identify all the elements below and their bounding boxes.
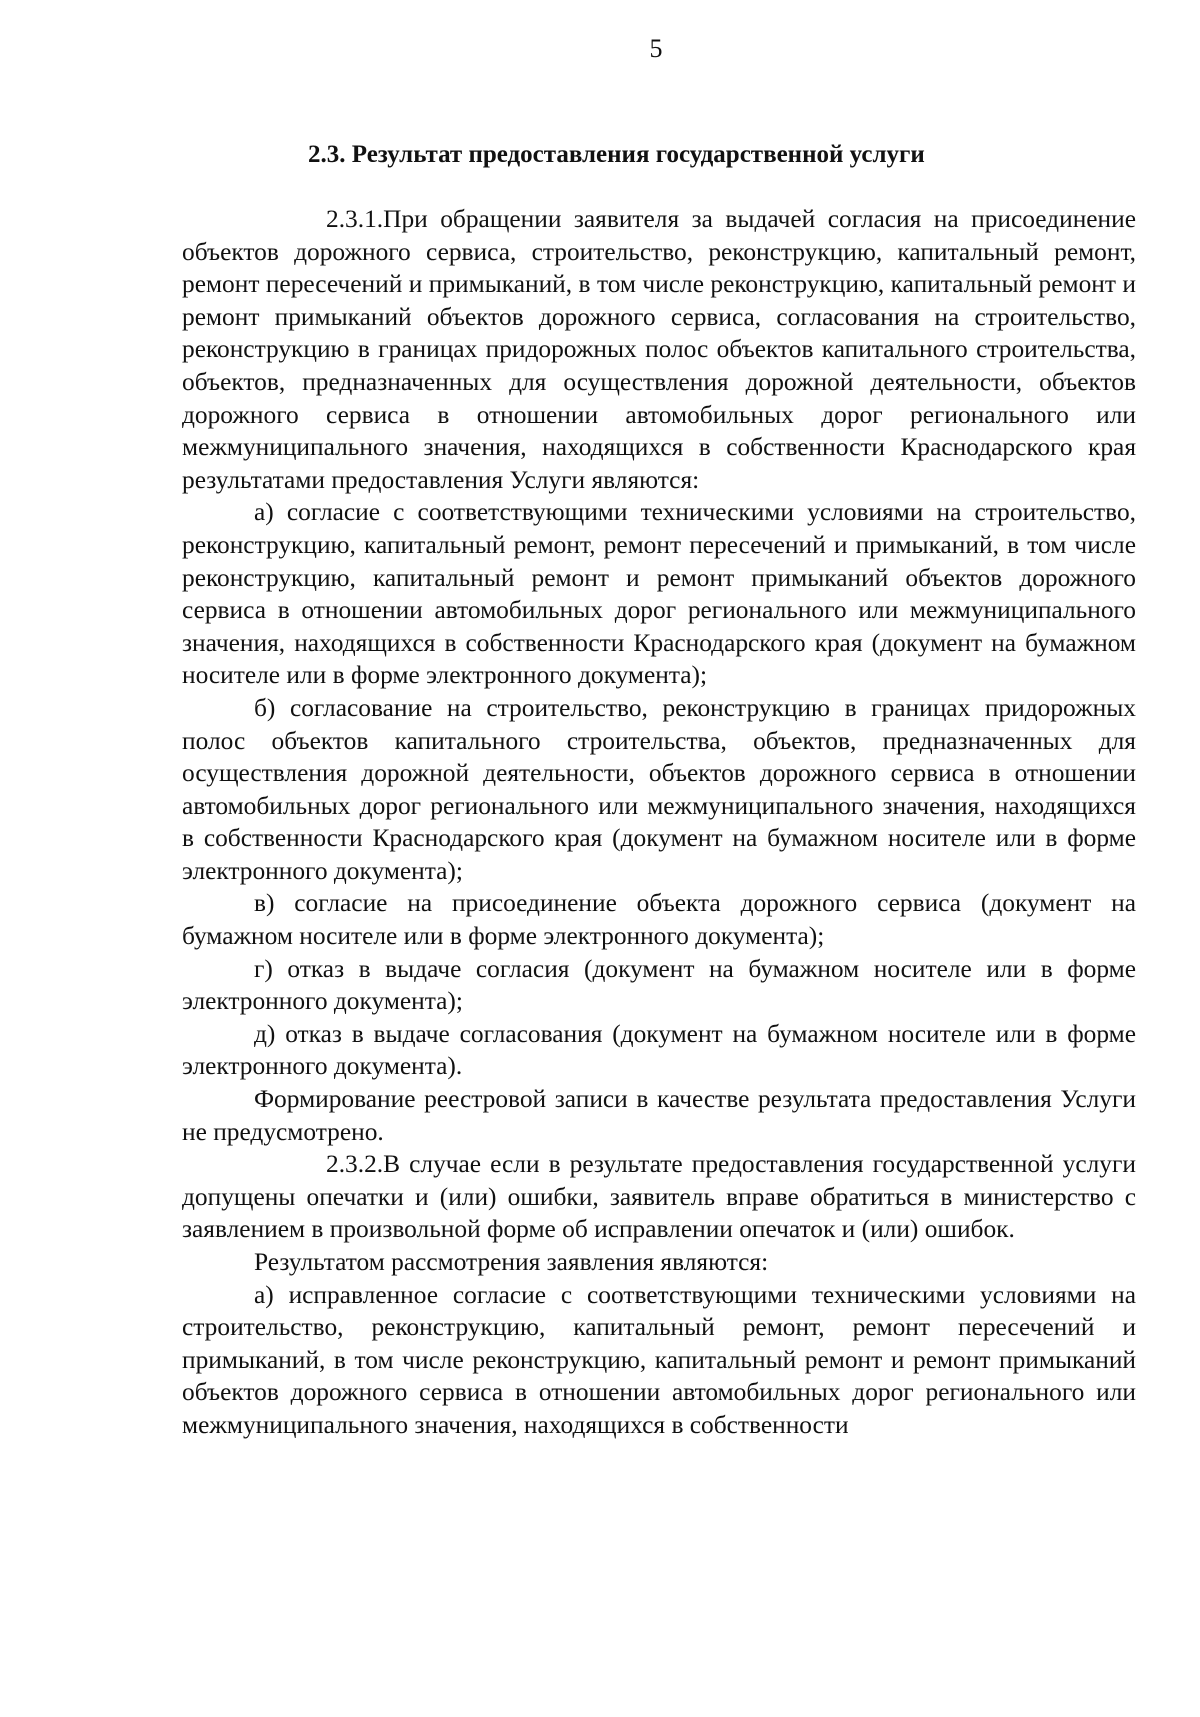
paragraph-review-results	[182, 1246, 1136, 1279]
page-number: 5	[649, 34, 663, 63]
paragraph-corrected-item-a	[182, 1279, 1136, 1442]
paragraph-text: д) отказ в выдаче согласования (документ на бумажном носителе или в форме электронного документа).	[182, 1019, 1136, 1081]
paragraph-text: в) согласие на присоединение объекта дорожного сервиса (документ на бумажном носителе или в форме электронного документа);	[182, 889, 1136, 951]
paragraph-text: а) согласие с соответствующими техническими условиями на строительство, реконструкцию, капитальный ремонт, ремонт пересечений и примыканий, в том числе реконструкцию, капитальный ремонт и ремонт примыканий объектов дорожного сервиса в отношении автомобильных дорог регионального или межмуниципального значения, находящихся в собственности Краснодарского края (документ на бумажном носителе или в форме электронного документа);	[182, 498, 1136, 690]
paragraph-text: Результатом рассмотрения заявления являются:	[254, 1248, 769, 1276]
section-heading: 2.3. Результат предоставления государственной услуги	[308, 141, 925, 168]
paragraph-item-v	[182, 887, 1136, 952]
paragraph-text: г) отказ в выдаче согласия (документ на бумажном носителе или в форме электронного документа);	[182, 954, 1136, 1016]
paragraph-item-g	[182, 953, 1136, 1018]
paragraph-registry-note	[182, 1083, 1136, 1148]
paragraph-item-d	[182, 1018, 1136, 1083]
clause-number: 2.3.2.	[326, 1150, 384, 1179]
clause-number: 2.3.1.	[326, 205, 384, 233]
document-body	[182, 203, 1136, 1442]
paragraph-text: В случае если в результате предоставления государственной услуги допущены опечатки и (или) ошибки, заявитель вправе обратиться в министерство с заявлением в произвольной форме об исправлении опечаток и (или) ошибок.	[182, 1150, 1136, 1244]
paragraph-text: б) согласование на строительство, реконструкцию в границах придорожных полос объектов капитального строительства, объектов, предназначенных для осуществления дорожной деятельности, объектов дорожного сервиса в отношении автомобильных дорог регионального или межмуниципального значения, находящихся в собственности Краснодарского края (документ на бумажном носителе или в форме электронного документа);	[182, 693, 1136, 885]
paragraph-2-3-2	[182, 1148, 1136, 1246]
paragraph-item-b	[182, 692, 1136, 888]
paragraph-item-a	[182, 496, 1136, 692]
paragraph-text: Формирование реестровой записи в качестве результата предоставления Услуги не предусмотрено.	[182, 1085, 1136, 1146]
paragraph-text: а) исправленное согласие с соответствующими техническими условиями на строительство, реконструкцию, капитальный ремонт, ремонт пересечений и примыканий, в том числе реконструкцию, капитальный ремонт и ремонт примыканий объектов дорожного сервиса в отношении автомобильных дорог регионального или межмуниципального значения, находящихся в собственности	[182, 1280, 1136, 1439]
paragraph-text: При обращении заявителя за выдачей согласия на присоединение объектов дорожного сервиса, строительство, реконструкцию, капитальный ремонт, ремонт пересечений и примыканий, в том числе реконструкцию, капитальный ремонт и ремонт примыканий объектов дорожного сервиса, согласования на строительство, реконструкцию в границах придорожных полос объектов капитального строительства, объектов, предназначенных для осуществления дорожной деятельности, объектов дорожного сервиса в отношении автомобильных дорог регионального или межмуниципального значения, находящихся в собственности Краснодарского края результатами предоставления Услуги являются:	[182, 205, 1136, 494]
paragraph-2-3-1	[182, 203, 1136, 496]
